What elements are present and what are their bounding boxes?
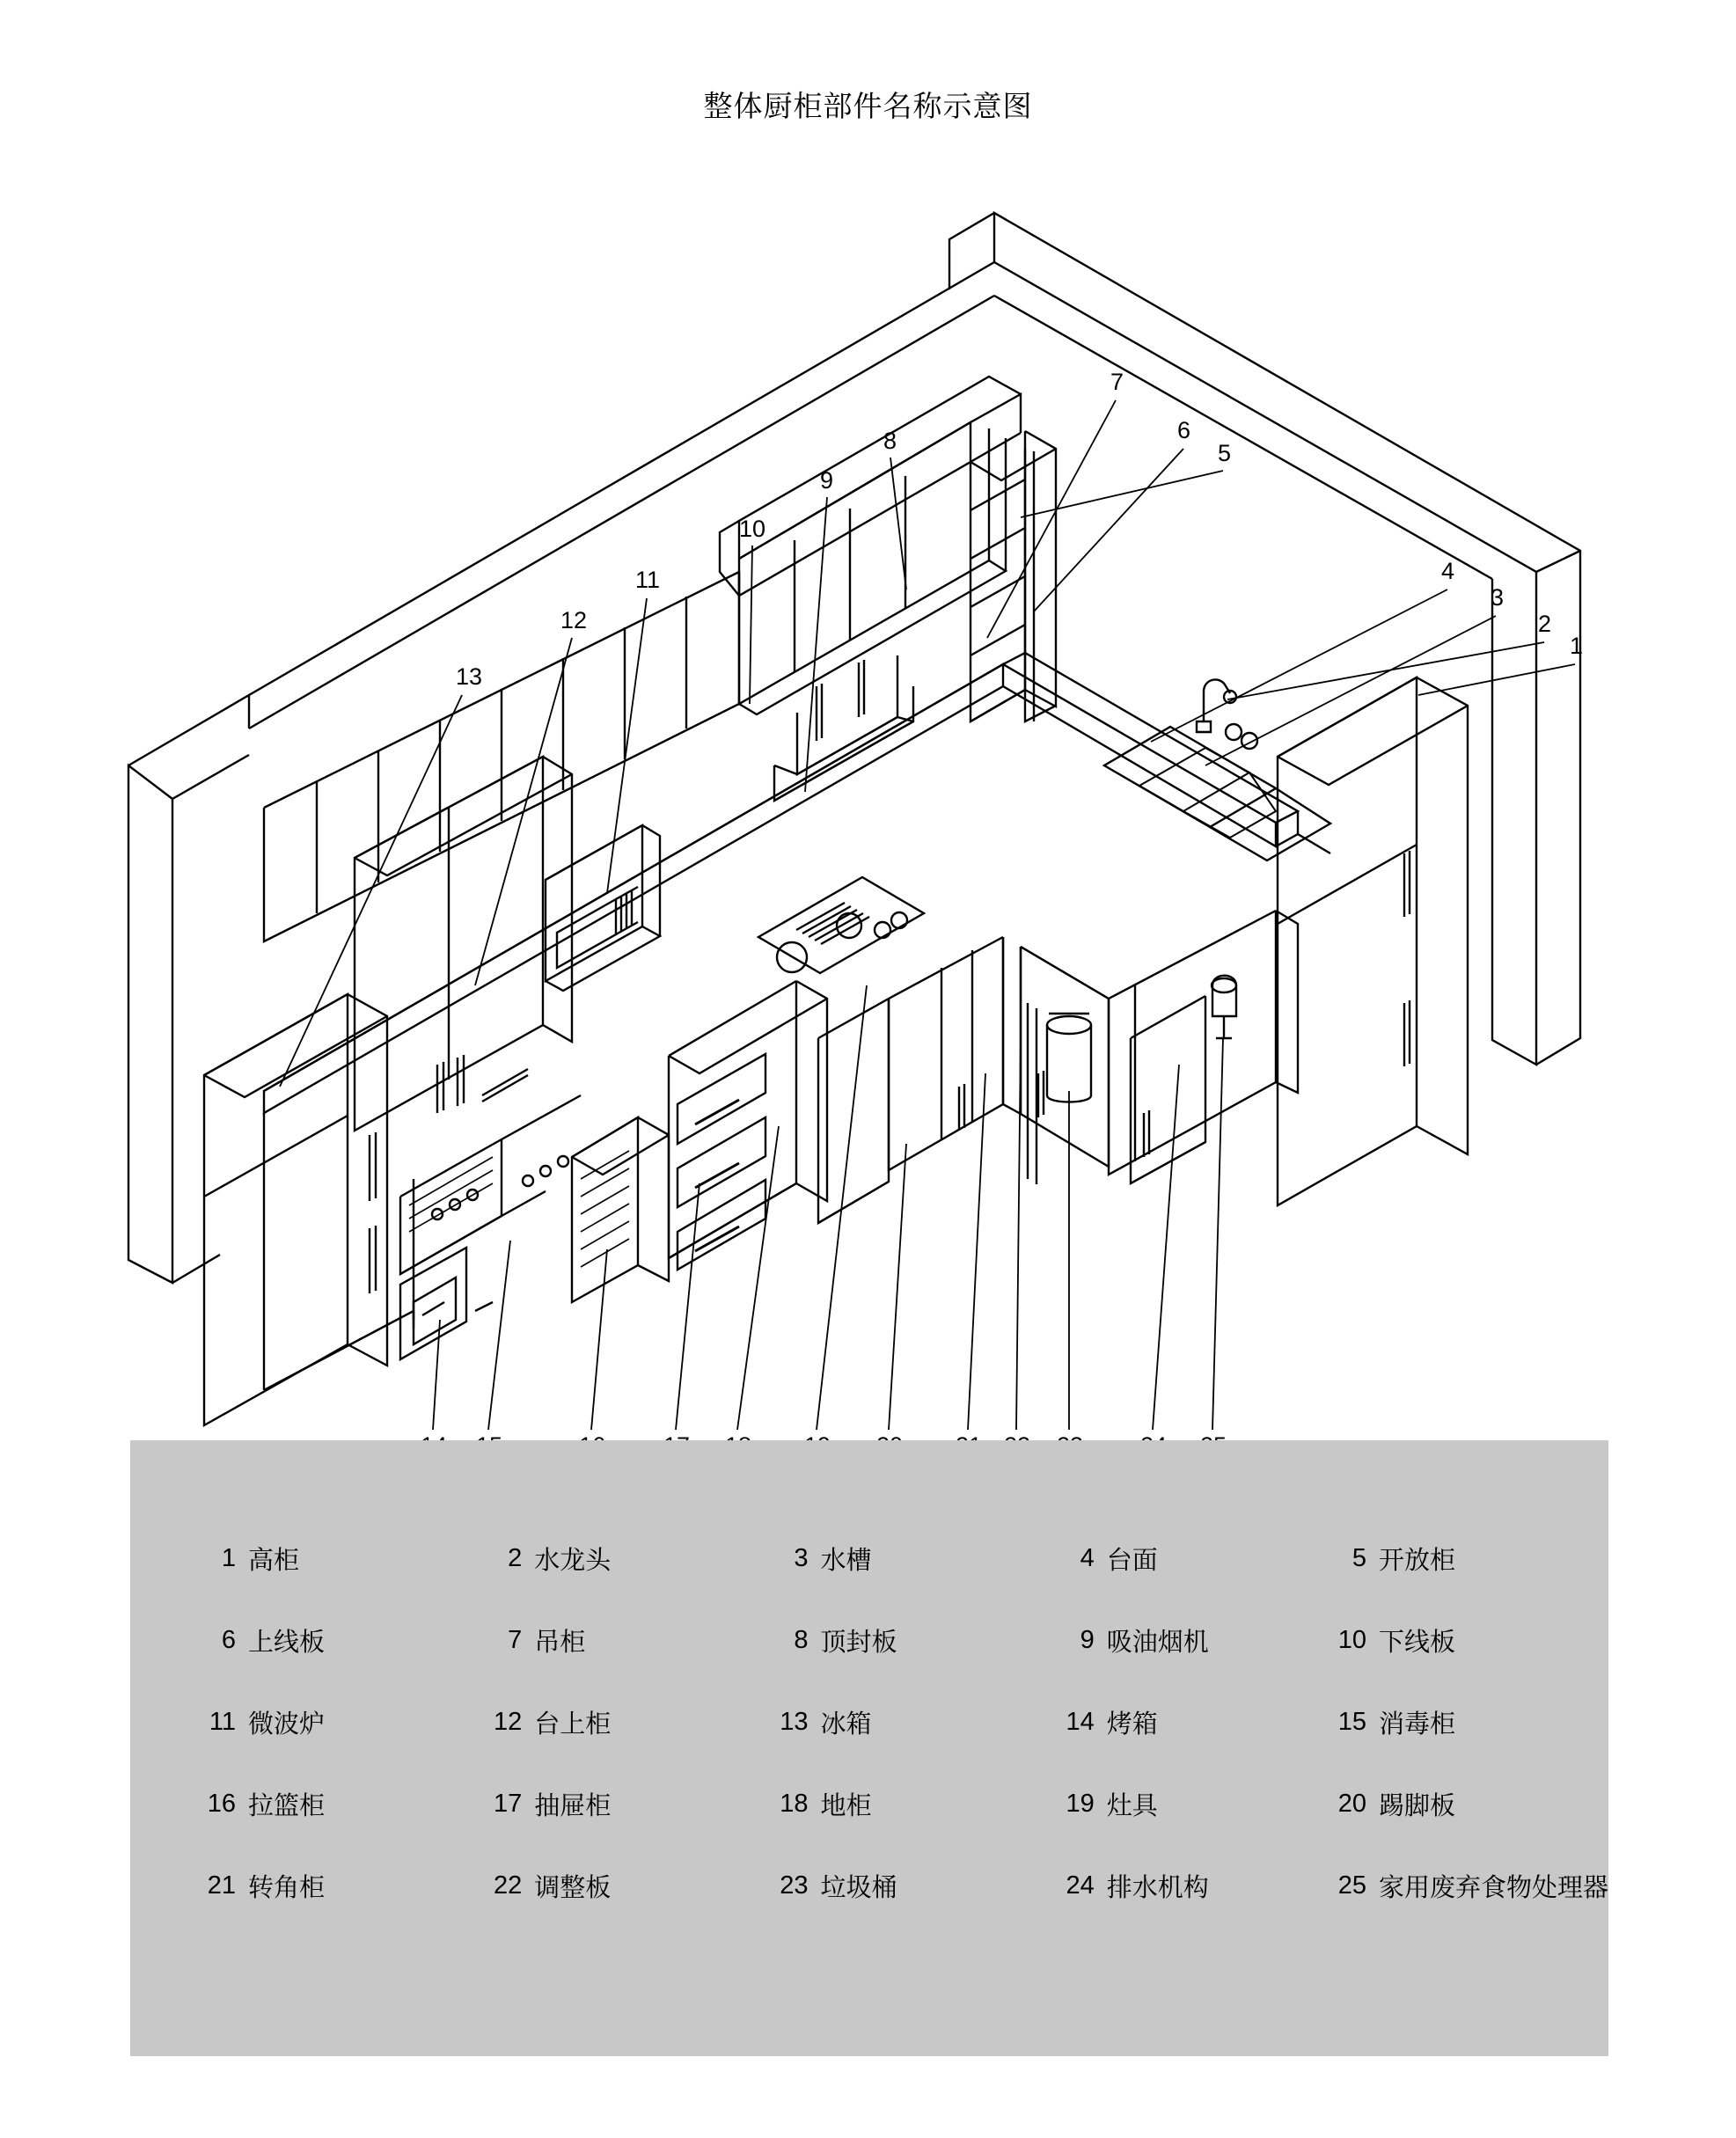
legend-item-12: [416, 1704, 702, 1740]
legend-number: 4: [1080, 1544, 1095, 1572]
legend-label: 台上柜: [534, 1710, 612, 1739]
callout-12: 12: [560, 607, 588, 633]
legend-item-13: [702, 1704, 988, 1740]
legend-number: 15: [1337, 1708, 1366, 1736]
legend-number: 24: [1066, 1871, 1095, 1900]
legend-panel: [130, 1440, 1608, 2056]
callout-10: 10: [739, 516, 766, 542]
legend-number: 25: [1337, 1871, 1366, 1900]
legend-label: 烤箱: [1106, 1710, 1158, 1739]
legend-label: 消毒柜: [1378, 1710, 1455, 1739]
legend-label: 台面: [1106, 1547, 1158, 1575]
legend-item-17: [416, 1786, 702, 1822]
legend-number: 6: [221, 1626, 236, 1654]
legend-grid: [130, 1518, 1608, 1927]
legend-label: 拉篮柜: [248, 1792, 326, 1820]
callout-1: 1: [1570, 633, 1584, 659]
legend-label: 水槽: [820, 1547, 872, 1575]
legend-number: 10: [1337, 1626, 1366, 1654]
legend-item-4: [989, 1541, 1275, 1577]
legend-item-15: [1275, 1704, 1608, 1740]
legend-item-21: [130, 1868, 416, 1904]
legend-label: 吸油烟机: [1106, 1629, 1209, 1657]
legend-number: 2: [508, 1544, 523, 1572]
callout-13: 13: [456, 663, 483, 690]
legend-label: 开放柜: [1378, 1547, 1455, 1575]
legend-label: 垃圾桶: [820, 1874, 897, 1902]
legend-number: 11: [209, 1708, 236, 1736]
legend-item-19: [989, 1786, 1275, 1822]
callout-6: 6: [1177, 417, 1191, 443]
legend-number: 7: [508, 1626, 523, 1654]
legend-item-3: [702, 1541, 988, 1577]
legend-label: 水龙头: [534, 1547, 612, 1575]
legend-label: 地柜: [820, 1792, 872, 1820]
legend-number: 23: [780, 1871, 809, 1900]
legend-item-5: [1275, 1541, 1608, 1577]
legend-number: 22: [493, 1871, 523, 1900]
legend-number: 5: [1351, 1544, 1366, 1572]
legend-item-9: [989, 1622, 1275, 1658]
legend-label: 抽屉柜: [534, 1792, 612, 1820]
legend-item-25: [1275, 1868, 1608, 1904]
legend-item-2: [416, 1541, 702, 1577]
callout-7: 7: [1110, 369, 1124, 395]
legend-label: 上线板: [248, 1629, 326, 1657]
legend-item-24: [989, 1868, 1275, 1904]
legend-item-22: [416, 1868, 702, 1904]
legend-label: 吊柜: [534, 1629, 586, 1657]
page-title: 整体厨柜部件名称示意图: [703, 90, 1033, 122]
legend-label: 下线板: [1378, 1629, 1455, 1657]
legend-item-7: [416, 1622, 702, 1658]
legend-number: 17: [493, 1790, 523, 1818]
legend-number: 9: [1080, 1626, 1095, 1654]
legend-label: 家用废弃食物处理器: [1378, 1874, 1608, 1902]
legend-item-14: [989, 1704, 1275, 1740]
legend-item-23: [702, 1868, 988, 1904]
callout-11: 11: [635, 567, 661, 593]
legend-number: 8: [794, 1626, 809, 1654]
legend-number: 12: [493, 1708, 523, 1736]
legend-item-11: [130, 1704, 416, 1740]
legend-number: 3: [794, 1544, 809, 1572]
legend-item-1: [130, 1541, 416, 1577]
legend-number: 18: [780, 1790, 809, 1818]
callout-3: 3: [1491, 584, 1505, 611]
legend-label: 灶具: [1106, 1792, 1158, 1820]
legend-item-10: [1275, 1622, 1608, 1658]
callout-8: 8: [883, 428, 897, 454]
legend-label: 调整板: [534, 1874, 612, 1902]
legend-number: 21: [207, 1871, 236, 1900]
legend-item-16: [130, 1786, 416, 1822]
legend-number: 16: [207, 1790, 236, 1818]
callout-5: 5: [1218, 440, 1232, 466]
legend-item-20: [1275, 1786, 1608, 1822]
legend-item-8: [702, 1622, 988, 1658]
legend-number: 19: [1066, 1790, 1095, 1818]
legend-label: 顶封板: [820, 1629, 897, 1657]
legend-label: 转角柜: [248, 1874, 326, 1902]
legend-item-6: [130, 1622, 416, 1658]
kitchen-diagram: [0, 158, 1736, 1390]
callout-4: 4: [1441, 558, 1455, 584]
legend-number: 1: [221, 1544, 236, 1572]
callout-9: 9: [820, 467, 834, 494]
legend-label: 冰箱: [820, 1710, 872, 1739]
legend-label: 高柜: [248, 1547, 300, 1575]
legend-number: 13: [780, 1708, 809, 1736]
callout-2: 2: [1538, 611, 1552, 637]
legend-item-18: [702, 1786, 988, 1822]
legend-number: 20: [1337, 1790, 1366, 1818]
legend-label: 排水机构: [1106, 1874, 1209, 1902]
legend-label: 微波炉: [248, 1710, 326, 1739]
legend-label: 踢脚板: [1378, 1792, 1455, 1820]
legend-number: 14: [1066, 1708, 1095, 1736]
